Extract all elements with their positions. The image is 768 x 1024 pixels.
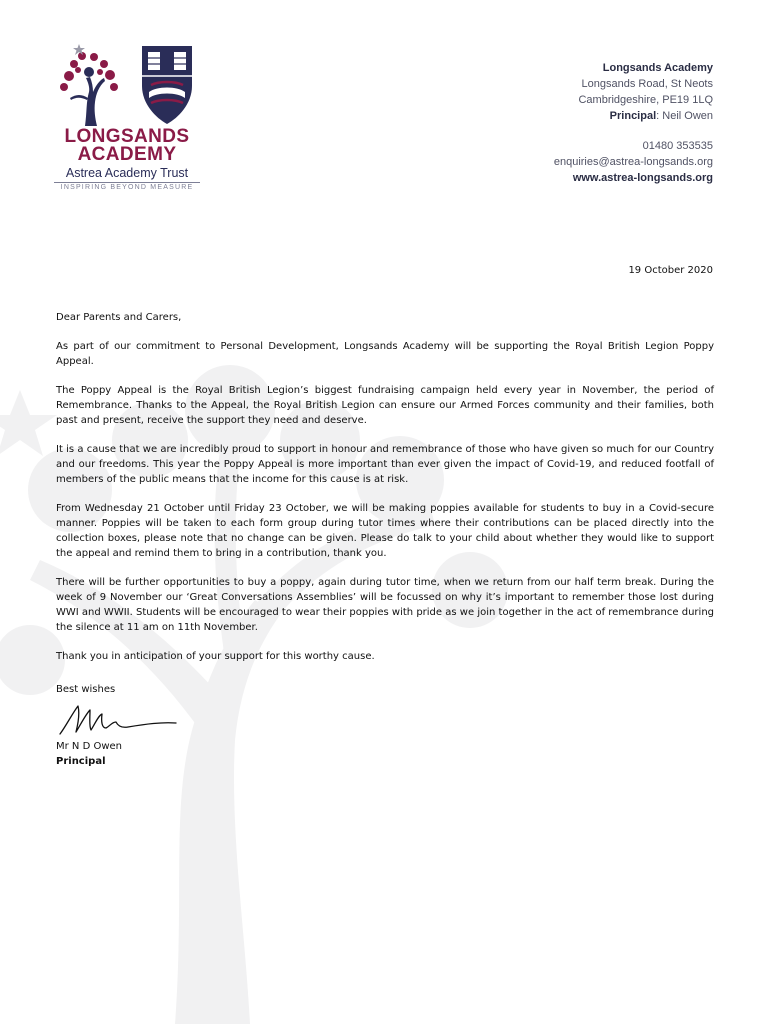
paragraph-intro: As part of our commitment to Personal Development, Longsands Academy will be supporting the Royal British Legion Poppy Appeal. — [56, 341, 714, 367]
closing: Best wishes — [56, 684, 116, 695]
contact-phone: 01480 353535 — [642, 140, 713, 152]
handwritten-signature — [56, 700, 178, 740]
letter-body — [56, 310, 714, 678]
contact-school-name: Longsands Academy — [602, 62, 713, 74]
contact-website: www.astrea-longsands.org — [572, 172, 713, 184]
logo-divider — [54, 182, 200, 183]
school-motto: INSPIRING BEYOND MEASURE — [60, 184, 194, 191]
contact-spacer — [554, 124, 713, 138]
principal-label: Principal — [609, 110, 657, 122]
paragraph-thanks: Thank you in anticipation of your support for this worthy cause. — [56, 651, 375, 662]
signoff — [56, 739, 122, 769]
letter-date: 19 October 2020 — [628, 265, 713, 276]
paragraph-further-opportunities: There will be further opportunities to buy a poppy, again during tutor time, when we return from our half term break. During the week of 9 November our ‘Great Conversations Assemblies’ will be focussed on why it’s important to remember those lost during WWI and WWII. Students will be encouraged to wear their poppies with pride as we join together in the act of remembrance during the silence at 11 am on 11th November. — [56, 577, 714, 633]
contact-block — [554, 60, 713, 186]
contact-principal — [554, 108, 713, 124]
trust-name: Astrea Academy Trust — [65, 166, 189, 180]
contact-address-line1: Longsands Road, St Neots — [581, 78, 713, 90]
school-name-line2: ACADEMY — [77, 144, 177, 165]
contact-email: enquiries@astrea-longsands.org — [553, 156, 713, 168]
school-name-wordmark — [52, 128, 202, 164]
principal-name: : Neil Owen — [656, 110, 713, 122]
paragraph-cause: It is a cause that we are incredibly proud to support in honour and remembrance of those who have given so much for our Country and our freedoms. This year the Poppy Appeal is more important than ever given the impact of Covid-19, and reduced footfall of members of the public means that the income for this cause is at risk. — [56, 444, 714, 485]
signatory-name: Mr N D Owen — [56, 741, 122, 752]
tree-and-crest-emblem-icon — [52, 42, 202, 126]
paragraph-poppy-appeal: The Poppy Appeal is the Royal British Legion’s biggest fundraising campaign held every year in November, the period of Remembrance. Thanks to the Appeal, the Royal British Legion can ensure our Armed Forces community and their families, both past and present, receive the support they need and deserve. — [56, 385, 714, 426]
school-name-line1: LONGSANDS — [64, 126, 190, 147]
contact-address-line2: Cambridgeshire, PE19 1LQ — [578, 94, 713, 106]
signatory-title: Principal — [56, 756, 106, 767]
paragraph-dates: From Wednesday 21 October until Friday 23 October, we will be making poppies available for students to buy in a Covid-secure manner. Poppies will be taken to each form group during tutor times where their contributions can be placed directly into the collection boxes, please note that no change can be given. Please do talk to your child about whether they would like to support the appeal and remind them to bring in a contribution, thank you. — [56, 503, 714, 559]
salutation: Dear Parents and Carers, — [56, 312, 182, 323]
